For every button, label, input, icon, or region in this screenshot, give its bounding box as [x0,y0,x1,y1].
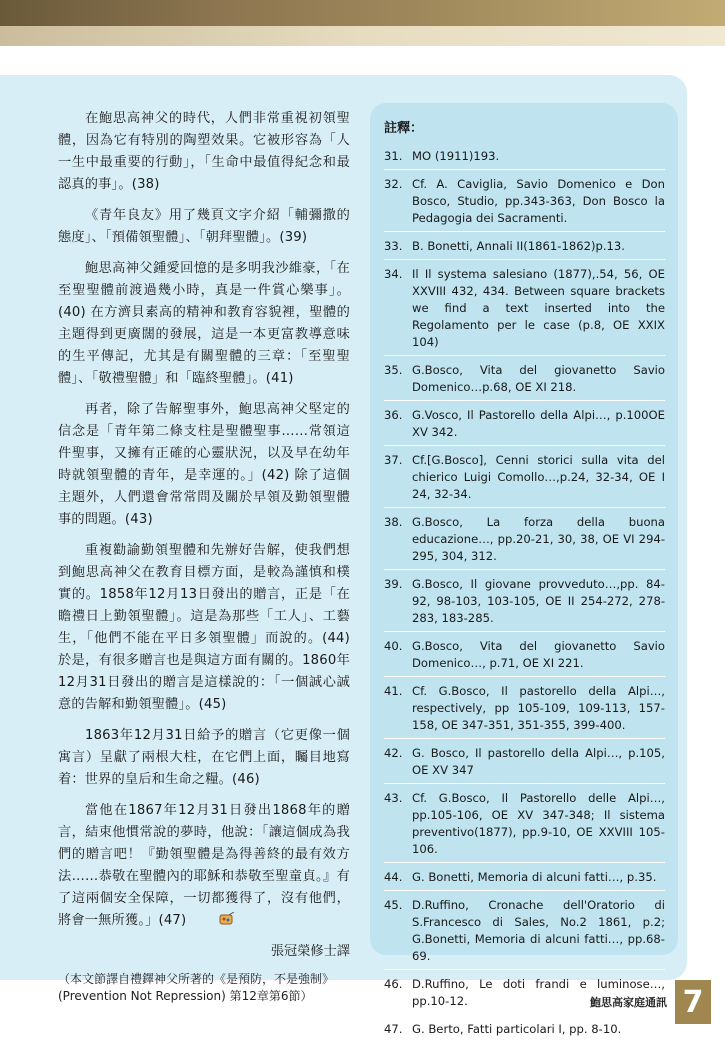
footnote-item [384,174,665,232]
footnote-text: Cf.[G.Bosco], Cenni storici sulla vita del chierico Luigi Comollo…,p.24, 32-34, OE I 24, 32-34. [412,453,665,501]
article-paragraph-text: 當他在1867年12月31日發出1868年的贈言，結束他慣常說的夢時，他說：「讓這個成為我們的贈言吧！『勤領聖體是為得善終的最有效方法……恭敬在聖體內的耶穌和恭敬至聖童貞。』有了這兩個安全保障，一切都獲得了，沒有他們，將會一無所獲。」(47) [58,803,350,928]
footnotes-title: 註釋： [384,121,424,136]
article-paragraph: 鮑思高神父鍾愛回憶的是多明我沙維豪，「在至聖聖體前渡過幾小時，真是一件賞心樂事」。(40) 在方濟貝素高的精神和教育容貌裡，聖體的主題得到更廣闊的發展，這是一本更富教導意味的生平傳記，尤其是有關聖體的三章：「至聖聖體」、「敬禮聖體」和「臨終聖體」。(41) [58,261,350,386]
footnote-item [384,636,665,677]
page-number: 7 [675,980,711,1024]
footnote-number: 34. [384,267,403,281]
footnote-item [384,236,665,260]
footnote-text: Cf. A. Caviglia, Savio Domenico e Don Bosco, Studio, pp.343-363, Don Bosco la Pedagogia dei Sacramenti. [412,177,665,225]
footnote-number: 46. [384,977,403,991]
publication-name: 鮑思高家庭通訊 [590,996,667,1009]
header-stripe-dark [0,0,725,26]
footnote-number: 44. [384,870,403,884]
article-paragraph: 《青年良友》用了幾頁文字介紹「輔彌撒的態度」、「預備領聖體」、「朝拜聖體」。(39) [58,208,350,245]
footnote-number: 35. [384,363,403,377]
footnote-number: 36. [384,408,403,422]
footnote-number: 31. [384,149,403,163]
footnote-text: G.Bosco, Vita del giovanetto Savio Domenico…, p.71, OE XI 221. [412,639,665,670]
footnote-text: G. Berto, Fatti particolari I, pp. 8-10. [412,1022,622,1036]
footnotes-list [384,146,665,1047]
footnote-text: Il Il systema salesiano (1877),.54, 56, OE XXVIII 432, 434. Between square brackets we find a text inserted into the Regolamento per le case (p.8, OE XXIX 104) [412,267,665,349]
footnote-item [384,405,665,446]
footnote-item [384,681,665,739]
footnote-number: 47. [384,1022,403,1036]
footnote-number: 43. [384,791,403,805]
footnote-item [384,743,665,784]
footnote-item [384,512,665,570]
footnote-item [384,146,665,170]
footnote-item [384,264,665,356]
article-paragraph: 在鮑思高神父的時代，人們非常重視初領聖體，因為它有特別的陶塑效果。它被形容為「人一生中最重要的行動」，「生命中最值得紀念和最認真的事」。(38) [58,111,350,192]
footnote-number: 42. [384,746,403,760]
footnote-number: 33. [384,239,403,253]
article-body [58,108,350,1005]
end-mark-icon [192,912,208,926]
footnote-text: G.Bosco, Il giovane provveduto…,pp. 84-92, 98-103, 103-105, OE II 254-272, 278-283, 183-285. [412,577,665,625]
page-footer [590,980,711,1024]
footnote-text: Cf. G.Bosco, Il Pastorello delle Alpi…, pp.105-106, OE XV 347-348; Il sistema preventivo(1877), pp.9-10, OE XXVIII 105-106. [412,791,665,856]
footnote-item [384,574,665,632]
footnote-text: G. Bonetti, Memoria di alcuni fatti…, p.35. [412,870,657,884]
article-paragraph: 重複勸諭勤領聖體和先辦好告解，使我們想到鮑思高神父在教育目標方面，是較為謹慎和樸實的。1858年12月13日發出的贈言，正是「在瞻禮日上勤領聖體」。這是為那些「工人」、工藝生，「他們不能在平日多領聖體」而說的。(44) 於是，有很多贈言也是與這方面有關的。1860年12月31日發出的贈言是這樣說的：「一個誠心誠意的告解和勤領聖體」。(45) [58,543,350,712]
footnote-text: D.Ruffino, Le doti frandi e luminose…, pp.10-12. [412,977,665,1008]
footnote-text: B. Bonetti, Annali II(1861-1862)p.13. [412,239,625,253]
footnote-text: D.Ruffino, Cronache dell'Oratorio di S.Francesco di Sales, No.2 1861, p.2; G.Bonetti, Memoria di alcuni fatti…, pp.68-69. [412,898,665,963]
footnote-number: 45. [384,898,403,912]
footnote-item [384,867,665,891]
footnote-number: 37. [384,453,403,467]
translator-credit: 張冠榮修士譯 [270,944,350,959]
footnote-text: G.Vosco, Il Pastorello della Alpi…, p.100OE XV 342. [412,408,665,439]
footnote-text: MO (1911)193. [412,149,500,163]
footnote-item [384,788,665,863]
footnote-text: G.Bosco, Vita del giovanetto Savio Domenico…p.68, OE XI 218. [412,363,665,394]
footnote-number: 39. [384,577,403,591]
article-paragraph: 再者，除了告解聖事外，鮑思高神父堅定的信念是「青年第二條支柱是聖體聖事……常領這件聖事，又擁有正確的心靈狀況，以及早在幼年時就領聖體的青年，是幸運的。」(42) 除了這個主題外，人們還會常常問及關於早領及勤領聖體事的問題。(43) [58,402,350,527]
footnote-number: 41. [384,684,403,698]
article-paragraph-last [58,800,350,932]
footnote-item [384,450,665,508]
footnote-number: 40. [384,639,403,653]
article-paragraph: 1863年12月31日給予的贈言（它更像一個寓言）呈獻了兩根大柱，在它們上面，矚目地寫着：世界的皇后和生命之糧。(46) [58,728,350,787]
header-stripe-light [0,26,725,46]
footnote-item [384,895,665,970]
footnote-text: G.Bosco, La forza della buona educazione…, pp.20-21, 30, 38, OE VI 294-295, 304, 312. [412,515,665,563]
footnote-text: G. Bosco, Il pastorello della Alpi…, p.105, OE XV 347 [412,746,665,777]
source-note: （本文節譯自禮鐸神父所著的《是預防，不是強制》(Prevention Not Repression) 第12章第6節） [58,972,335,1003]
footnote-number: 38. [384,515,403,529]
footnote-number: 32. [384,177,403,191]
footnote-item [384,360,665,401]
footnote-text: Cf. G.Bosco, Il pastorello della Alpi…, respectively, pp 105-109, 109-113, 157-158, OE 347-351, 351-355, 399-400. [412,684,665,732]
